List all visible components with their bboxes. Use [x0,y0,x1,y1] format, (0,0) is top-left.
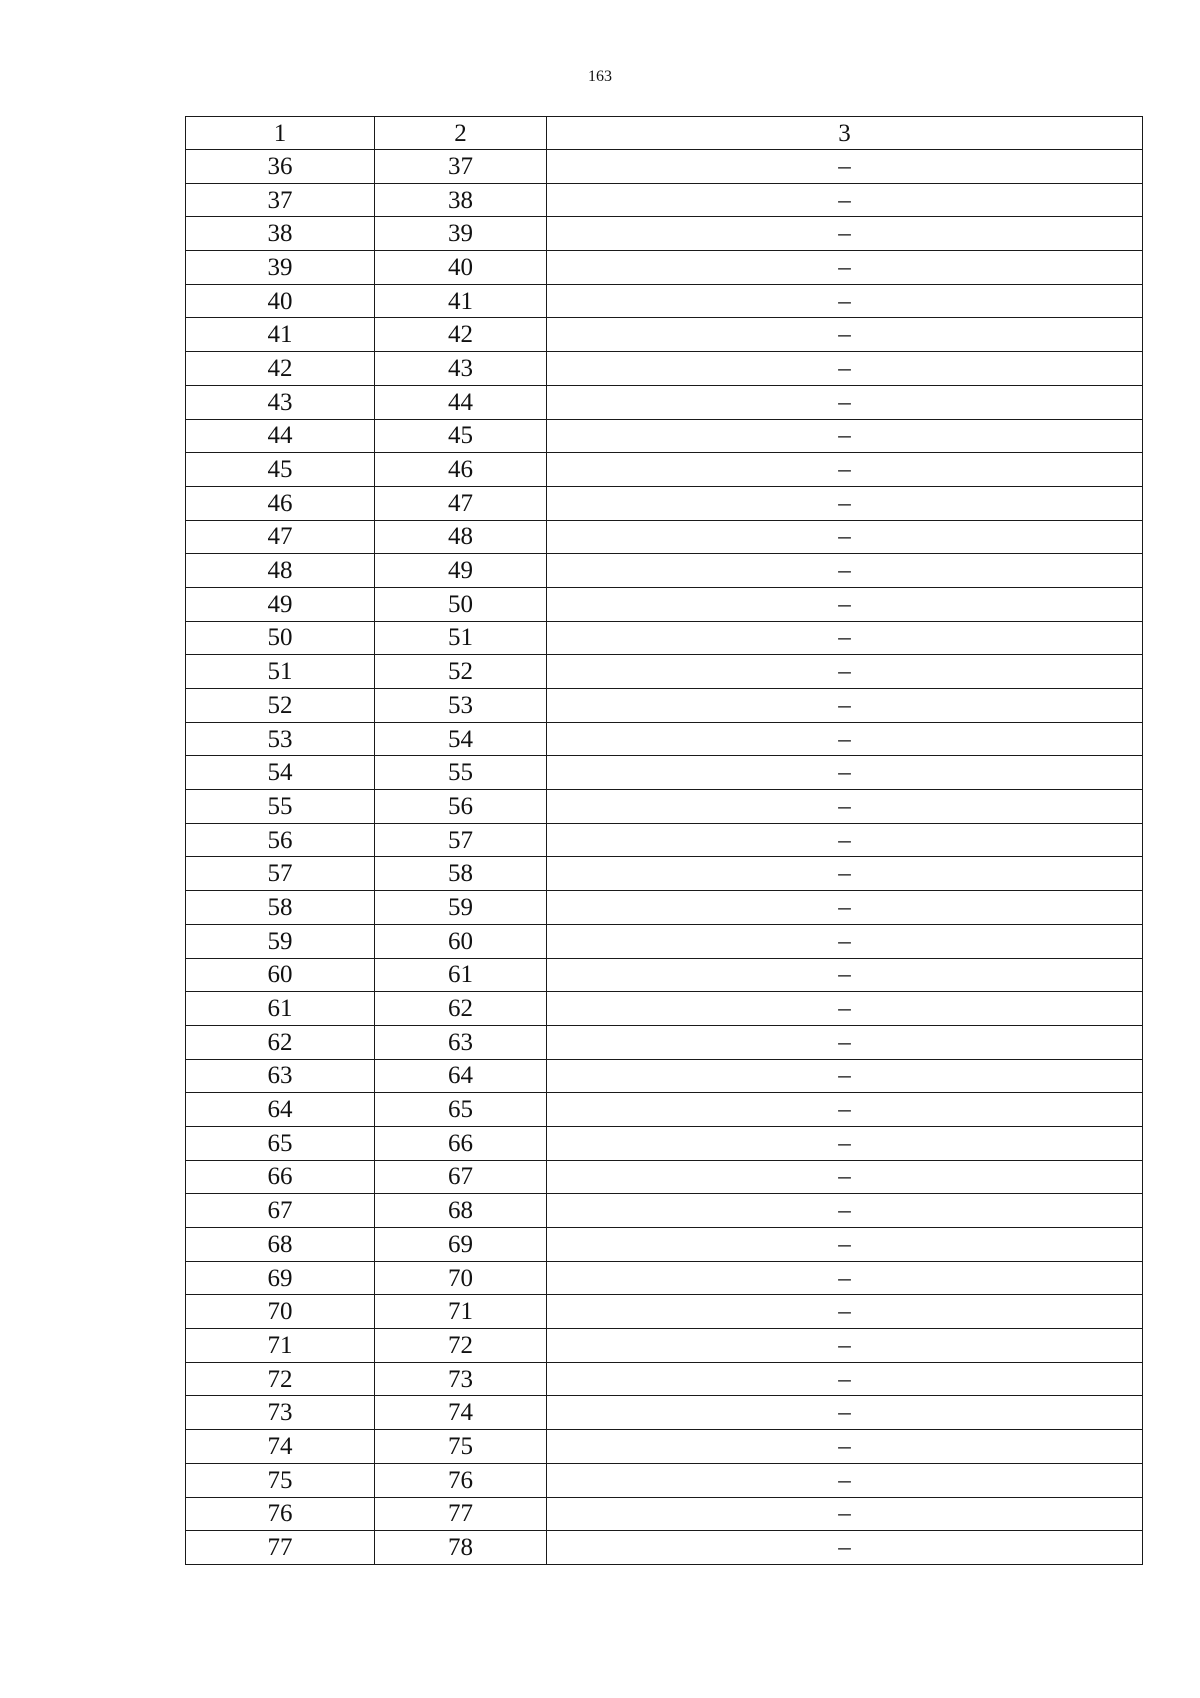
table-row [186,486,1143,520]
table-cell-col-1: 72 [186,1362,375,1396]
table-cell-col-2: 44 [375,385,547,419]
table-cell-col-1: 39 [186,251,375,285]
table-cell-col-3: – [547,453,1143,487]
table-row [186,1362,1143,1396]
table-cell-col-2: 50 [375,587,547,621]
table-cell-col-2: 48 [375,520,547,554]
table-cell-col-2: 76 [375,1463,547,1497]
table-row [186,655,1143,689]
table-row [186,1093,1143,1127]
table-cell-col-2: 40 [375,251,547,285]
table-cell-col-1: 64 [186,1093,375,1127]
table-row [186,587,1143,621]
table-row [186,1329,1143,1363]
table-row [186,284,1143,318]
column-header-1: 1 [186,117,375,150]
table-row [186,419,1143,453]
table-cell-col-1: 68 [186,1228,375,1262]
table-cell-col-3: – [547,217,1143,251]
table-row [186,251,1143,285]
table-cell-col-1: 55 [186,790,375,824]
table-cell-col-3: – [547,790,1143,824]
table-cell-col-2: 55 [375,756,547,790]
table-cell-col-3: – [547,857,1143,891]
table-row [186,621,1143,655]
table-cell-col-3: – [547,1463,1143,1497]
table-row [186,1059,1143,1093]
table-cell-col-3: – [547,1497,1143,1531]
table-cell-col-2: 56 [375,790,547,824]
table-row [186,958,1143,992]
table-cell-col-1: 77 [186,1531,375,1565]
table-cell-col-2: 66 [375,1126,547,1160]
table-row [186,1228,1143,1262]
table-cell-col-2: 69 [375,1228,547,1262]
table-cell-col-2: 43 [375,352,547,386]
table-cell-col-3: – [547,958,1143,992]
table-cell-col-1: 53 [186,722,375,756]
table-cell-col-2: 52 [375,655,547,689]
table-row [186,1531,1143,1565]
table-cell-col-1: 58 [186,891,375,925]
table-cell-col-1: 37 [186,183,375,217]
table-cell-col-1: 51 [186,655,375,689]
table-cell-col-3: – [547,722,1143,756]
header-row [186,117,1143,150]
table-cell-col-2: 54 [375,722,547,756]
table-cell-col-3: – [547,150,1143,184]
column-header-3: 3 [547,117,1143,150]
table-cell-col-2: 61 [375,958,547,992]
table-row [186,1463,1143,1497]
table-row [186,756,1143,790]
table-row [186,924,1143,958]
table-cell-col-2: 71 [375,1295,547,1329]
table-cell-col-3: – [547,1025,1143,1059]
table-row [186,453,1143,487]
table-cell-col-2: 39 [375,217,547,251]
table-cell-col-1: 41 [186,318,375,352]
table-cell-col-2: 37 [375,150,547,184]
table-cell-col-1: 66 [186,1160,375,1194]
table-row [186,318,1143,352]
table-row [186,1295,1143,1329]
table-cell-col-1: 47 [186,520,375,554]
table-cell-col-3: – [547,251,1143,285]
table-cell-col-2: 77 [375,1497,547,1531]
table-row [186,857,1143,891]
table-cell-col-2: 72 [375,1329,547,1363]
table-cell-col-1: 56 [186,823,375,857]
table-cell-col-3: – [547,385,1143,419]
table-row [186,217,1143,251]
table-cell-col-3: – [547,1362,1143,1396]
table-cell-col-1: 49 [186,587,375,621]
table-row [186,352,1143,386]
table-cell-col-1: 46 [186,486,375,520]
table-cell-col-3: – [547,520,1143,554]
table-cell-col-1: 50 [186,621,375,655]
table-row [186,150,1143,184]
table-cell-col-3: – [547,1531,1143,1565]
page-number: 163 [588,68,612,85]
table-cell-col-1: 76 [186,1497,375,1531]
table-cell-col-1: 59 [186,924,375,958]
table-cell-col-2: 63 [375,1025,547,1059]
table-cell-col-3: – [547,1228,1143,1262]
table-cell-col-2: 45 [375,419,547,453]
table-cell-col-1: 70 [186,1295,375,1329]
table-cell-col-1: 52 [186,689,375,723]
table-cell-col-3: – [547,1261,1143,1295]
table-cell-col-3: – [547,419,1143,453]
table-cell-col-3: – [547,756,1143,790]
table-row [186,385,1143,419]
table-cell-col-1: 71 [186,1329,375,1363]
table-cell-col-1: 69 [186,1261,375,1295]
table-cell-col-2: 58 [375,857,547,891]
table-row [186,992,1143,1026]
table-cell-col-3: – [547,823,1143,857]
table-row [186,790,1143,824]
table-row [186,722,1143,756]
table-cell-col-2: 57 [375,823,547,857]
table-cell-col-3: – [547,318,1143,352]
table-cell-col-3: – [547,689,1143,723]
table-cell-col-3: – [547,1194,1143,1228]
table-cell-col-1: 43 [186,385,375,419]
table-cell-col-1: 62 [186,1025,375,1059]
table-cell-col-1: 54 [186,756,375,790]
table-cell-col-2: 46 [375,453,547,487]
table-cell-col-3: – [547,1059,1143,1093]
table-cell-col-3: – [547,486,1143,520]
table-cell-col-3: – [547,655,1143,689]
table-row [186,823,1143,857]
table-cell-col-2: 75 [375,1430,547,1464]
table-cell-col-3: – [547,1126,1143,1160]
table-cell-col-3: – [547,1396,1143,1430]
table-cell-col-2: 53 [375,689,547,723]
table-cell-col-2: 65 [375,1093,547,1127]
table-cell-col-1: 40 [186,284,375,318]
data-table [185,116,1143,1565]
table-row [186,1160,1143,1194]
table-cell-col-1: 75 [186,1463,375,1497]
table-cell-col-3: – [547,352,1143,386]
table-cell-col-3: – [547,183,1143,217]
table-cell-col-1: 57 [186,857,375,891]
table-cell-col-3: – [547,1295,1143,1329]
table-cell-col-1: 44 [186,419,375,453]
table-cell-col-3: – [547,621,1143,655]
column-header-2: 2 [375,117,547,150]
table-cell-col-2: 42 [375,318,547,352]
table-row [186,689,1143,723]
table-cell-col-1: 60 [186,958,375,992]
table-cell-col-1: 48 [186,554,375,588]
table-cell-col-2: 60 [375,924,547,958]
table-row [186,520,1143,554]
table-row [186,1261,1143,1295]
table-cell-col-3: – [547,1430,1143,1464]
table-cell-col-3: – [547,554,1143,588]
table-cell-col-3: – [547,1160,1143,1194]
table-cell-col-2: 78 [375,1531,547,1565]
table-row [186,1396,1143,1430]
table-row [186,554,1143,588]
table-cell-col-2: 67 [375,1160,547,1194]
table-cell-col-1: 67 [186,1194,375,1228]
table-cell-col-2: 59 [375,891,547,925]
table-cell-col-2: 51 [375,621,547,655]
table-cell-col-1: 65 [186,1126,375,1160]
table-cell-col-1: 74 [186,1430,375,1464]
table-cell-col-3: – [547,992,1143,1026]
table-row [186,1025,1143,1059]
table-cell-col-2: 70 [375,1261,547,1295]
table-cell-col-2: 49 [375,554,547,588]
table-cell-col-3: – [547,1329,1143,1363]
table-cell-col-1: 42 [186,352,375,386]
table-cell-col-2: 47 [375,486,547,520]
table-cell-col-1: 38 [186,217,375,251]
table-cell-col-1: 61 [186,992,375,1026]
table-body [186,150,1143,1565]
table-cell-col-1: 63 [186,1059,375,1093]
table-cell-col-1: 36 [186,150,375,184]
table-cell-col-1: 73 [186,1396,375,1430]
table-cell-col-3: – [547,284,1143,318]
table-cell-col-3: – [547,1093,1143,1127]
table-cell-col-1: 45 [186,453,375,487]
table-row [186,1194,1143,1228]
table-row [186,183,1143,217]
table-cell-col-2: 64 [375,1059,547,1093]
table-cell-col-2: 38 [375,183,547,217]
table-row [186,1430,1143,1464]
table-cell-col-3: – [547,924,1143,958]
table-cell-col-3: – [547,891,1143,925]
table-cell-col-2: 68 [375,1194,547,1228]
table-row [186,891,1143,925]
table-cell-col-2: 41 [375,284,547,318]
table-cell-col-2: 62 [375,992,547,1026]
table-row [186,1497,1143,1531]
table-cell-col-2: 73 [375,1362,547,1396]
table-cell-col-2: 74 [375,1396,547,1430]
table-cell-col-3: – [547,587,1143,621]
table-row [186,1126,1143,1160]
